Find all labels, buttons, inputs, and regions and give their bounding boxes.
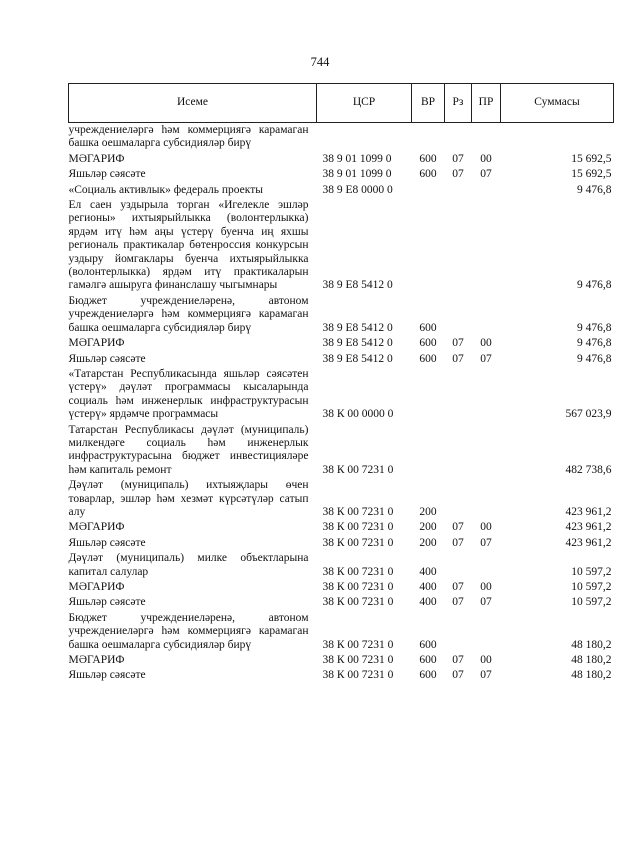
- row-rz-code: [445, 478, 472, 520]
- table-row: [69, 580, 614, 595]
- row-vr-code: [412, 367, 445, 423]
- row-sum: [501, 123, 614, 152]
- table-row: [69, 352, 614, 367]
- row-rz-code: 07: [452, 337, 464, 350]
- table-row: [69, 668, 614, 683]
- row-vr-code: [412, 423, 445, 479]
- row-csr-code: 38 К 00 7231 0: [322, 463, 394, 476]
- row-name: «Татарстан Республикасында яшьләр сәясәтен үстерү» дәүләт программасы кысаларында социаль һәм инженерлык инфраструктурасын үстерү» ярдәмче программасы: [68, 367, 309, 421]
- row-vr-code: 600: [419, 337, 437, 350]
- row-sum: 9 476,8: [577, 337, 612, 350]
- table-row: [69, 183, 614, 198]
- row-rz-code: [445, 198, 472, 294]
- row-sum: 9 476,8: [577, 183, 612, 196]
- row-csr-code: 38 К 00 7231 0: [322, 638, 394, 651]
- row-sum: 48 180,2: [571, 669, 612, 682]
- table-row: [69, 167, 614, 182]
- row-rz-code: 07: [452, 669, 464, 682]
- row-vr-code: 400: [419, 565, 437, 578]
- row-csr-code: 38 9 Е8 5412 0: [322, 337, 393, 350]
- row-rz-code: 07: [452, 536, 464, 549]
- row-vr-code: 600: [419, 352, 437, 365]
- table-row: [69, 611, 614, 653]
- row-pr-code: [472, 551, 501, 580]
- row-sum: 15 692,5: [571, 152, 612, 165]
- row-vr-code: 600: [419, 669, 437, 682]
- row-pr-code: 00: [480, 337, 492, 350]
- row-rz-code: [445, 423, 472, 479]
- row-name: Яшьләр сәясәте: [68, 596, 146, 609]
- table-row: [69, 520, 614, 535]
- row-csr-code: 38 9 01 1099 0: [322, 168, 392, 181]
- row-vr-code: 600: [419, 168, 437, 181]
- row-rz-code: 07: [452, 352, 464, 365]
- row-rz-code: [445, 294, 472, 336]
- row-pr-code: [472, 478, 501, 520]
- row-name: Яшьләр сәясәте: [68, 168, 146, 181]
- row-csr-code: 38 К 00 7231 0: [322, 669, 394, 682]
- table-row: [69, 367, 614, 423]
- header-vr: ВР: [412, 84, 445, 123]
- row-pr-code: [472, 367, 501, 423]
- row-csr-code: 38 К 00 0000 0: [322, 408, 394, 421]
- row-name: «Социаль активлык» федераль проекты: [68, 183, 263, 196]
- row-sum: 9 476,8: [577, 321, 612, 334]
- row-vr-code: 600: [419, 654, 437, 667]
- row-pr-code: [472, 183, 501, 198]
- row-name: Бюджет учреждениеләренә, автоном учреждениеләргә һәм коммерциягә карамаган башка оешмаларга субсидияләр бирү: [68, 294, 309, 334]
- row-name: МӘГАРИФ: [68, 337, 125, 350]
- row-csr-code: 38 9 Е8 0000 0: [322, 183, 393, 196]
- table-row: [69, 294, 614, 336]
- row-pr-code: [472, 123, 501, 152]
- header-name: Исеме: [69, 84, 317, 123]
- row-pr-code: 00: [480, 521, 492, 534]
- table-row: [69, 536, 614, 551]
- row-vr-code: 400: [419, 596, 437, 609]
- row-sum: 423 961,2: [565, 536, 612, 549]
- row-csr-code: 38 К 00 7231 0: [322, 565, 394, 578]
- row-pr-code: 00: [480, 152, 492, 165]
- table-row: [69, 595, 614, 610]
- row-csr-code: 38 9 01 1099 0: [322, 152, 392, 165]
- row-vr-code: [412, 123, 445, 152]
- row-pr-code: 00: [480, 654, 492, 667]
- row-name: МӘГАРИФ: [68, 521, 125, 534]
- table-row: [69, 551, 614, 580]
- table-row: [69, 152, 614, 167]
- table-row: [69, 123, 614, 152]
- row-name: Дәүләт (муниципаль) ихтыяҗлары өчен товарлар, эшләр һәм хезмәт күрсәтүләр сатып алу: [68, 479, 309, 518]
- row-sum: 48 180,2: [571, 638, 612, 651]
- row-pr-code: [472, 198, 501, 294]
- row-pr-code: 07: [480, 669, 492, 682]
- table-row: [69, 198, 614, 294]
- row-csr-code: [317, 123, 412, 152]
- row-sum: 9 476,8: [577, 279, 612, 292]
- row-pr-code: [472, 611, 501, 653]
- table-row: [69, 423, 614, 479]
- row-name: Дәүләт (муниципаль) милке объектларына капитал салулар: [68, 552, 309, 578]
- row-vr-code: 600: [419, 638, 437, 651]
- row-rz-code: 07: [452, 152, 464, 165]
- row-sum: 10 597,2: [571, 596, 612, 609]
- row-name: Яшьләр сәясәте: [68, 352, 146, 365]
- row-name: Яшьләр сәясәте: [68, 536, 146, 549]
- row-pr-code: 07: [480, 168, 492, 181]
- table-row: [69, 653, 614, 668]
- table-header: [69, 84, 614, 123]
- budget-table: [68, 83, 614, 684]
- row-rz-code: [445, 611, 472, 653]
- row-sum: 15 692,5: [571, 168, 612, 181]
- row-sum: 10 597,2: [571, 581, 612, 593]
- row-pr-code: [472, 423, 501, 479]
- row-csr-code: 38 К 00 7231 0: [322, 536, 394, 549]
- row-pr-code: 07: [480, 352, 492, 365]
- row-sum: 482 738,6: [565, 463, 612, 476]
- row-name: Ел саен уздырыла торган «Игелекле эшләр регионы» ихтыярыйлыкка (волонтерлыкка) ярдәм итү һәм аңы үстерү буенча иң яхшы региональ практикалар бөтенроссия конкурсын уздыру йомгаклары буенча ихтыярыйлыкка (волонтерлыкка) ярдәм итү практикаларын гамәлгә ашыруга финанслашу чыгымнары: [68, 199, 309, 292]
- row-pr-code: 00: [480, 581, 492, 593]
- row-vr-code: 600: [419, 321, 437, 334]
- row-sum: 567 023,9: [565, 408, 612, 421]
- row-pr-code: 07: [480, 596, 492, 609]
- table-row: [69, 478, 614, 520]
- row-rz-code: 07: [452, 654, 464, 667]
- row-csr-code: 38 К 00 7231 0: [322, 654, 394, 667]
- row-name: МӘГАРИФ: [68, 152, 125, 165]
- row-sum: 423 961,2: [565, 521, 612, 534]
- row-vr-code: [412, 198, 445, 294]
- row-name: МӘГАРИФ: [68, 654, 125, 667]
- row-vr-code: 200: [419, 521, 437, 534]
- header-pr: ПР: [472, 84, 501, 123]
- row-csr-code: 38 К 00 7231 0: [322, 581, 394, 593]
- row-rz-code: [445, 367, 472, 423]
- row-rz-code: [445, 123, 472, 152]
- row-csr-code: 38 9 Е8 5412 0: [322, 321, 393, 334]
- row-rz-code: 07: [452, 596, 464, 609]
- header-sum: Суммасы: [501, 84, 614, 123]
- row-sum: 10 597,2: [571, 565, 612, 578]
- table-row: [69, 336, 614, 351]
- row-pr-code: [472, 294, 501, 336]
- row-vr-code: 400: [419, 581, 437, 593]
- row-name: Татарстан Республикасы дәүләт (муниципаль) милкендәге социаль һәм инженерлык инфраструктурасына бюджет инвестицияләре һәм капиталь ремонт: [68, 423, 309, 476]
- row-rz-code: 07: [452, 521, 464, 534]
- header-rz: Рз: [445, 84, 472, 123]
- row-csr-code: 38 К 00 7231 0: [322, 521, 394, 534]
- row-vr-code: 200: [419, 536, 437, 549]
- row-csr-code: 38 К 00 7231 0: [322, 596, 394, 609]
- row-name: Яшьләр сәясәте: [68, 669, 146, 682]
- row-sum: 9 476,8: [577, 352, 612, 365]
- page-number: 744: [310, 55, 330, 69]
- row-rz-code: [445, 183, 472, 198]
- header-csr: ЦСР: [317, 84, 412, 123]
- row-sum: 423 961,2: [565, 505, 612, 518]
- row-csr-code: 38 9 Е8 5412 0: [322, 352, 393, 365]
- row-vr-code: 600: [419, 152, 437, 165]
- table-body: [69, 123, 614, 684]
- row-name: МӘГАРИФ: [68, 581, 125, 593]
- row-rz-code: 07: [452, 168, 464, 181]
- row-csr-code: 38 К 00 7231 0: [322, 505, 394, 518]
- row-pr-code: 07: [480, 536, 492, 549]
- row-rz-code: 07: [452, 581, 464, 593]
- row-name: учреждениеләргә һәм коммерциягә карамаган башка оешмаларга субсидияләр бирү: [68, 124, 309, 150]
- row-rz-code: [445, 551, 472, 580]
- row-vr-code: 200: [419, 505, 437, 518]
- row-sum: 48 180,2: [571, 654, 612, 667]
- row-vr-code: [412, 183, 445, 198]
- row-name: Бюджет учреждениеләренә, автоном учреждениеләргә һәм коммерциягә карамаган башка оешмаларга субсидияләр бирү: [68, 611, 309, 651]
- row-csr-code: 38 9 Е8 5412 0: [322, 279, 393, 292]
